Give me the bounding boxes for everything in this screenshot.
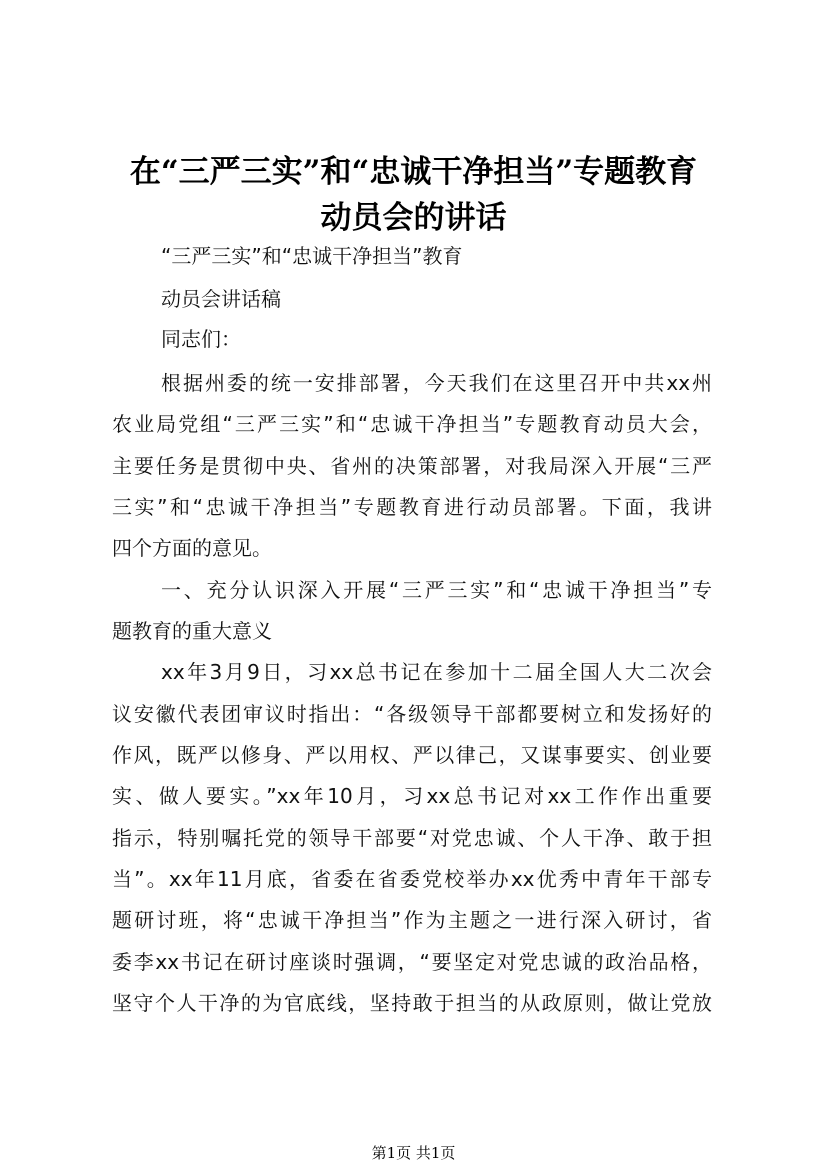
paragraph-line: 三实”和“忠诚干净担当”专题教育进行动员部署。下面，我讲 xyxy=(112,495,712,519)
paragraph-line: 作风，既严以修身、严以用权、严以律己，又谋事要实、创业要 xyxy=(112,743,712,767)
paragraph-line: 农业局党组“三严三实”和“忠诚干净担当”专题教育动员大会， xyxy=(112,412,712,436)
document-title-line-2: 动员会的讲话 xyxy=(320,200,507,236)
paragraph-line: 当”。xx年11月底，省委在省委党校举办xx优秀中青年干部专 xyxy=(112,867,712,891)
paragraph-line: 根据州委的统一安排部署，今天我们在这里召开中共xx州 xyxy=(161,371,712,395)
paragraph-line: 议安徽代表团审议时指出：“各级领导干部都要树立和发扬好的 xyxy=(112,702,712,726)
document-title-line-1: 在“三严三实”和“忠诚干净担当”专题教育 xyxy=(129,154,698,190)
paragraph-line: 实、做人要实。”xx年10月，习xx总书记对xx工作作出重要 xyxy=(112,784,712,808)
section-heading-line: 一、充分认识深入开展“三严三实”和“忠诚干净担当”专 xyxy=(161,578,712,602)
salutation: 同志们： xyxy=(161,327,241,351)
paragraph-line: 指示，特别嘱托党的领导干部要“对党忠诚、个人干净、敢于担 xyxy=(112,826,712,850)
paragraph-line: 主要任务是贯彻中央、省州的决策部署，对我局深入开展“三严 xyxy=(112,454,712,478)
section-heading-line: 题教育的重大意义 xyxy=(112,619,272,643)
paragraph-line: 四个方面的意见。 xyxy=(112,536,272,560)
page-footer: 第1页 共1页 xyxy=(371,1144,456,1162)
paragraph-line: 题研讨班，将“忠诚干净担当”作为主题之一进行深入研讨，省 xyxy=(112,908,712,932)
paragraph-line: 委李xx书记在研讨座谈时强调，“要坚定对党忠诚的政治品格， xyxy=(112,950,712,974)
subtitle-line: “三严三实”和“忠诚干净担当”教育 xyxy=(161,244,463,268)
paragraph-line: 坚守个人干净的为官底线，坚持敢于担当的从政原则，做让党放 xyxy=(112,991,712,1015)
subtitle-line-2: 动员会讲话稿 xyxy=(161,287,281,311)
paragraph-line: xx年3月9日，习xx总书记在参加十二届全国人大二次会 xyxy=(161,660,712,684)
